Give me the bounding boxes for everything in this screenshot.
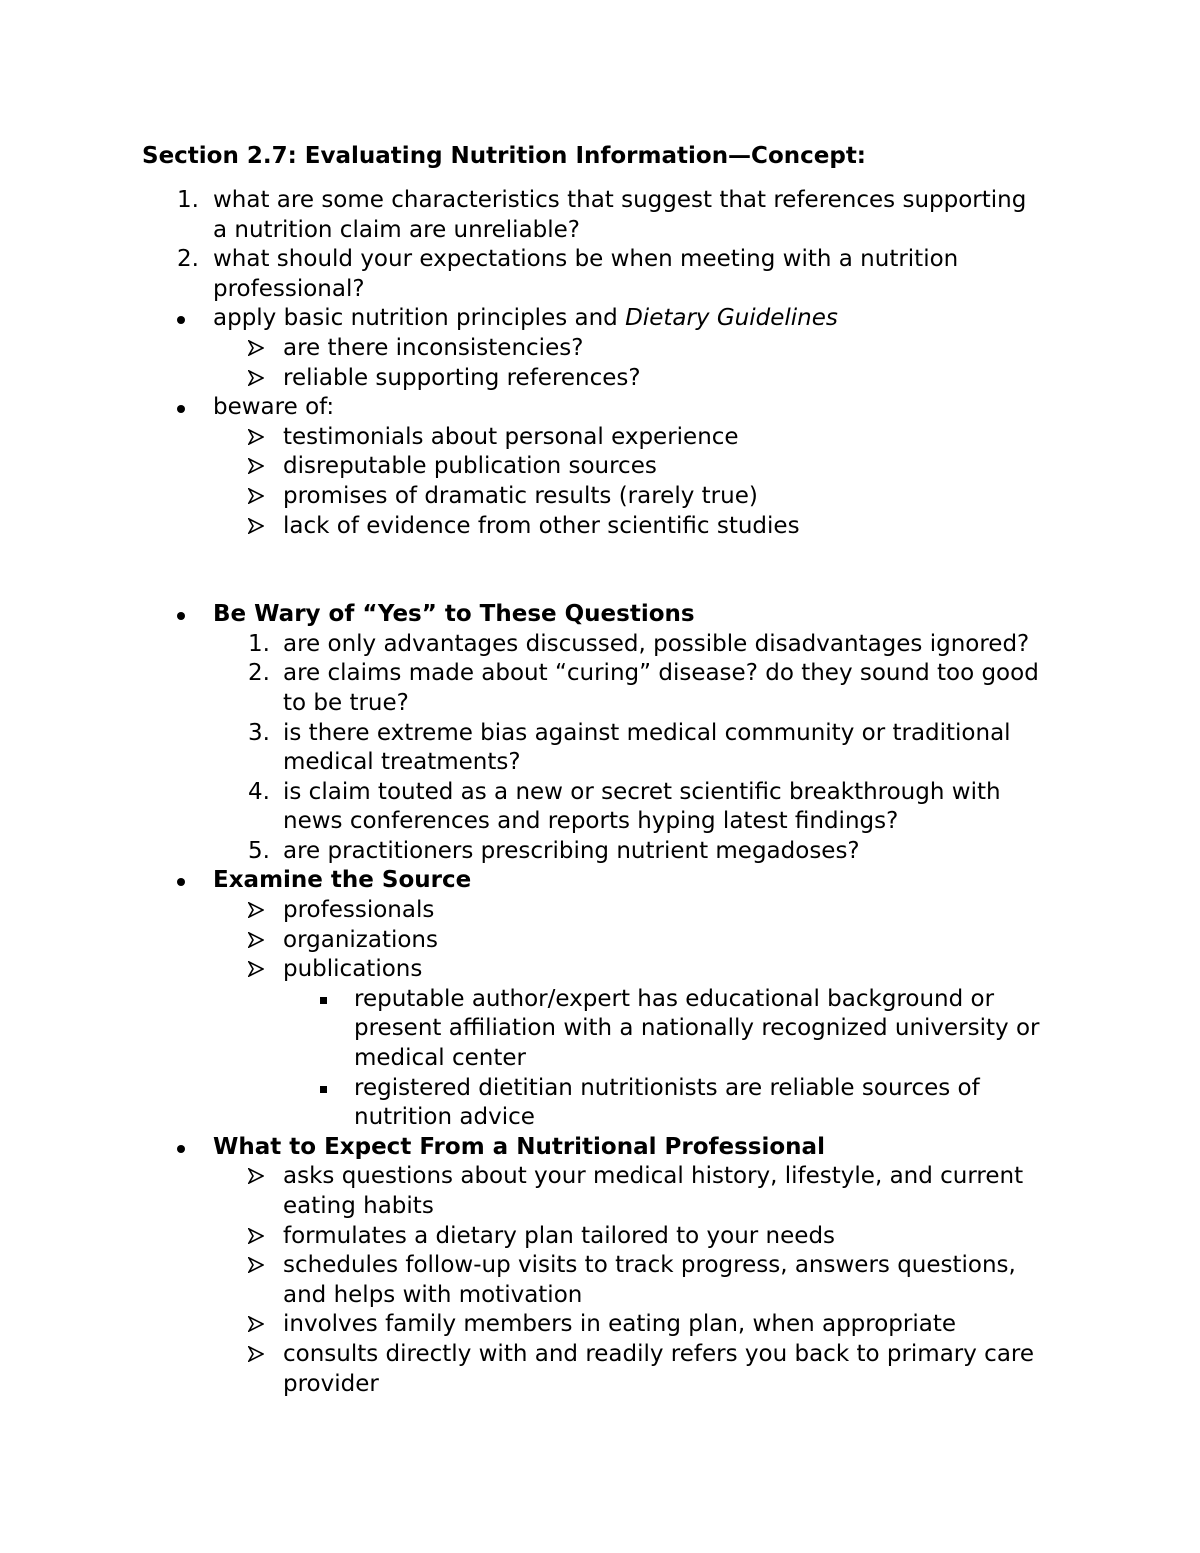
list-item-text: testimonials about personal experience (283, 423, 739, 450)
numbered-question (142, 630, 1072, 660)
arrow-list-item (142, 1162, 1072, 1221)
list-item-text: registered dietitian nutritionists are reliable sources of (354, 1074, 980, 1101)
list-item-text: asks questions about your medical history, lifestyle, and current (283, 1163, 1024, 1190)
list-item-text: consults directly with and readily refers you back to primary care (283, 1340, 1035, 1367)
numbered-question (142, 778, 1072, 837)
arrow-list-item (142, 334, 1072, 364)
list-item-text: is there extreme bias against medical community or traditional (283, 719, 1011, 746)
square-list-item (142, 1074, 1072, 1133)
list-item-text: are there inconsistencies? (283, 334, 584, 361)
document-body (142, 140, 1072, 1399)
numbered-question (142, 837, 1072, 867)
list-item-text: involves family members in eating plan, when appropriate (283, 1311, 957, 1338)
section-title: Section 2.7: Evaluating Nutrition Information—Concept: (142, 143, 867, 169)
arrow-list-item (142, 1251, 1072, 1310)
list-item-text: promises of dramatic results (rarely true) (283, 482, 758, 509)
list-item-text-cont: news conferences and reports hyping latest findings? (283, 808, 899, 835)
section-heading: Be Wary of “Yes” to These Questions (213, 601, 695, 628)
list-item-text: are only advantages discussed, possible disadvantages ignored? (283, 630, 1030, 657)
list-item-text: reputable author/expert has educational background or (354, 985, 995, 1012)
list-item-text: are practitioners prescribing nutrient megadoses? (283, 837, 860, 864)
list-item-text: what are some characteristics that suggest that references supporting (213, 187, 1027, 213)
blank-space (142, 541, 1072, 600)
arrow-list-item (142, 1310, 1072, 1340)
bullet-heading-source (142, 866, 1072, 896)
list-item-text: formulates a dietary plan tailored to your needs (283, 1222, 836, 1249)
list-number: 4. (248, 778, 270, 805)
list-item-text: schedules follow-up visits to track progress, answers questions, (283, 1252, 1016, 1279)
list-item-text: publications (283, 956, 423, 983)
bullet-item-beware (142, 393, 1072, 423)
concept-question (142, 186, 1072, 245)
concept-question (142, 245, 1072, 304)
list-item-text-cont: provider (283, 1370, 379, 1397)
list-number: 2. (248, 660, 270, 687)
list-item-text-cont: present affiliation with a nationally recognized university or (354, 1015, 1040, 1042)
list-item-text-cont: eating habits (283, 1193, 434, 1219)
arrow-list-item (142, 423, 1072, 453)
numbered-question (142, 719, 1072, 778)
list-item-text-cont: professional? (213, 275, 365, 302)
list-item-text: lack of evidence from other scientific studies (283, 512, 800, 539)
arrow-list-item (142, 512, 1072, 542)
list-item-text: disreputable publication sources (283, 453, 657, 480)
arrow-list-item (142, 452, 1072, 482)
list-item-text-cont: and helps with motivation (283, 1281, 583, 1308)
apply-emphasis: Dietary Guidelines (625, 305, 838, 332)
apply-prefix: apply basic nutrition principles and (213, 305, 626, 332)
list-number: 3. (248, 719, 270, 746)
square-list-item (142, 985, 1072, 1074)
list-item-text: reliable supporting references? (283, 364, 641, 391)
arrow-list-item (142, 364, 1072, 394)
arrow-list-item (142, 482, 1072, 512)
list-number: 1. (177, 187, 199, 213)
list-item-text-cont: medical treatments? (283, 749, 521, 776)
list-item-text-cont: nutrition advice (354, 1104, 535, 1131)
arrow-list-item (142, 955, 1072, 985)
bullet-heading-wary (142, 600, 1072, 630)
bullet-heading-expect (142, 1133, 1072, 1163)
section-heading: What to Expect From a Nutritional Professional (213, 1133, 825, 1160)
arrow-list-item (142, 896, 1072, 926)
list-item-text: professionals (283, 897, 435, 924)
arrow-list-item (142, 1340, 1072, 1399)
numbered-question (142, 659, 1072, 718)
list-number: 1. (248, 630, 270, 657)
arrow-list-item (142, 926, 1072, 956)
list-item-text-cont: a nutrition claim are unreliable? (213, 216, 581, 243)
list-item-text: are claims made about “curing” disease? do they sound too good (283, 660, 1039, 687)
list-number: 2. (177, 246, 199, 273)
arrow-list-item (142, 1222, 1072, 1252)
list-item-text: is claim touted as a new or secret scientific breakthrough with (283, 778, 1001, 805)
list-item-text-cont: to be true? (283, 689, 409, 716)
section-heading: Examine the Source (213, 867, 472, 894)
list-item-text: what should your expectations be when meeting with a nutrition (213, 246, 959, 273)
beware-label: beware of: (213, 394, 335, 421)
list-number: 5. (248, 837, 270, 864)
list-item-text-cont: medical center (354, 1045, 526, 1072)
bullet-item-apply (142, 304, 1072, 334)
list-item-text: organizations (283, 926, 438, 953)
